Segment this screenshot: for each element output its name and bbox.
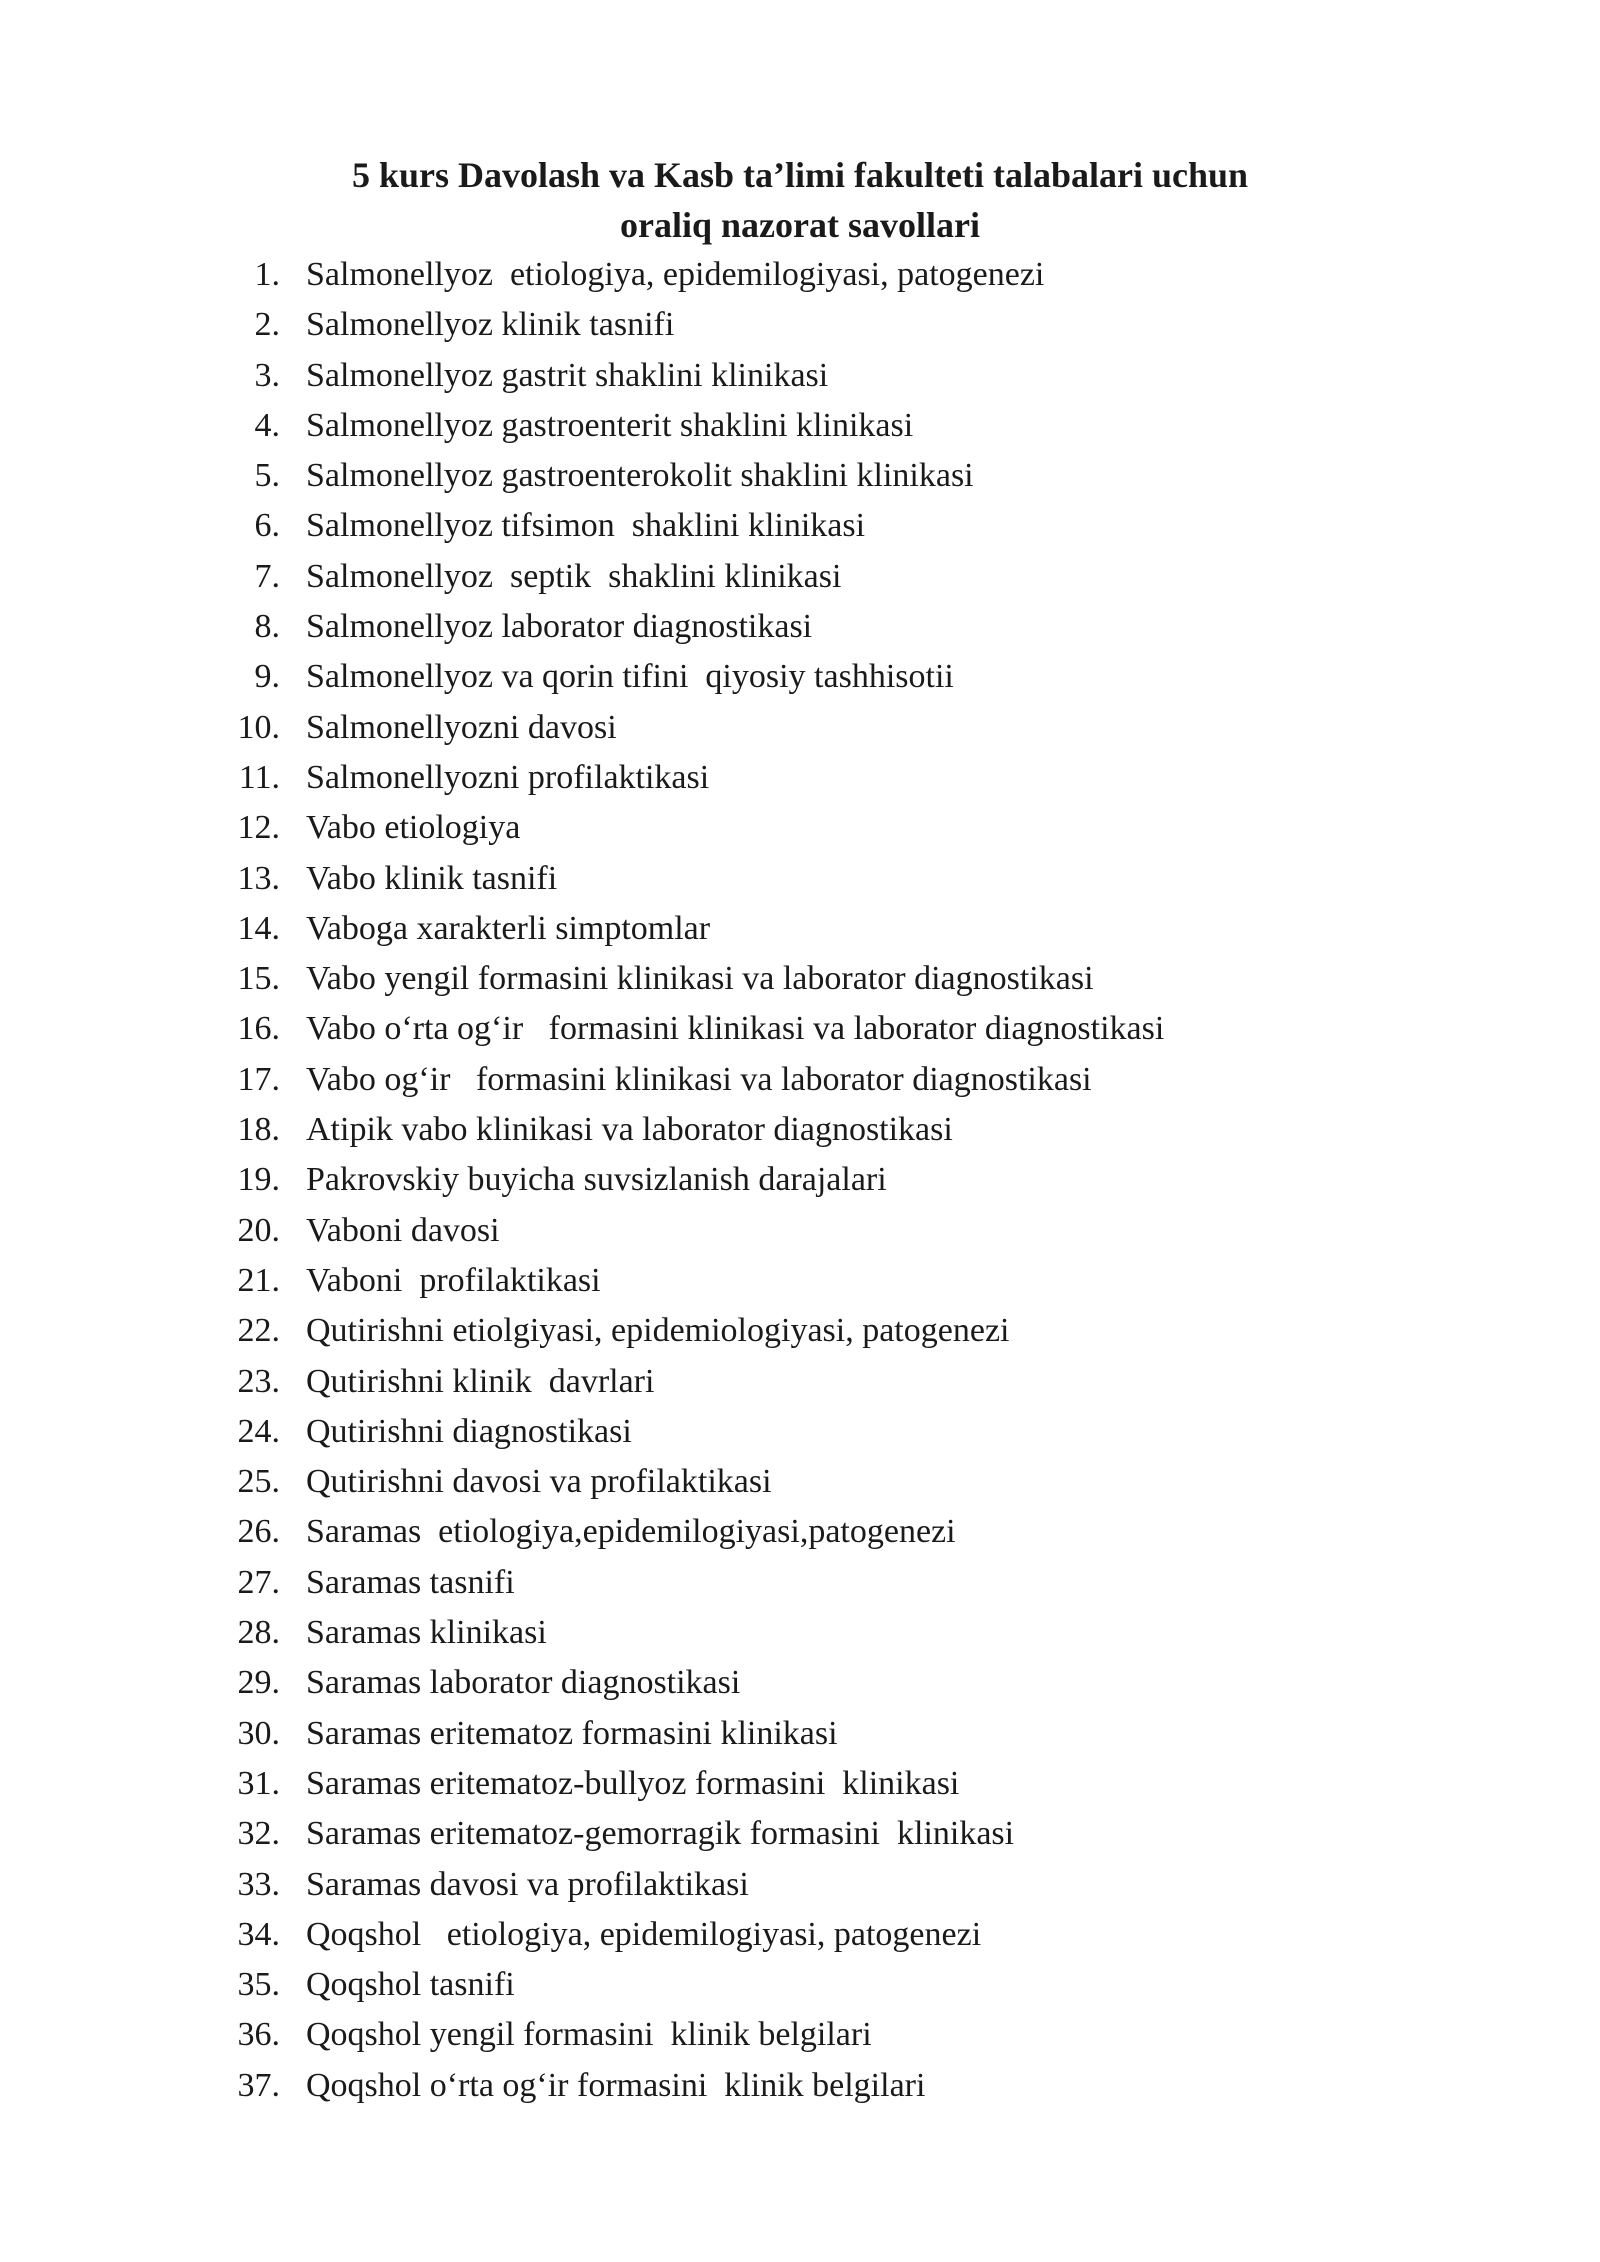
question-number: 24. xyxy=(237,1412,280,1450)
question-text: Vabo klinik tasnifi xyxy=(306,859,558,897)
question-text: Salmonellyoz klinik tasnifi xyxy=(306,306,675,344)
question-item xyxy=(0,1860,1600,1910)
question-item xyxy=(0,904,1600,954)
question-number: 36. xyxy=(237,2016,280,2054)
question-item xyxy=(0,1357,1600,1407)
question-number: 28. xyxy=(237,1614,280,1652)
title-line-2: oraliq nazorat savollari xyxy=(620,205,980,245)
question-item xyxy=(0,1910,1600,1960)
question-item xyxy=(0,451,1600,501)
question-item xyxy=(0,1709,1600,1759)
question-text: Salmonellyoz gastrit shaklini klinikasi xyxy=(306,356,829,394)
question-text: Saramas eritematoz-gemorragik formasini klinikasi xyxy=(306,1815,1015,1853)
question-number: 18. xyxy=(237,1111,280,1149)
question-text: Vaboni profilaktikasi xyxy=(306,1261,601,1299)
question-text: Qutirishni diagnostikasi xyxy=(306,1412,632,1450)
question-text: Vabo o‘rta og‘ir formasini klinikasi va laborator diagnostikasi xyxy=(306,1010,1165,1048)
question-text: Salmonellyoz tifsimon shaklini klinikasi xyxy=(306,507,866,545)
question-number: 22. xyxy=(237,1312,280,1350)
question-item xyxy=(0,1004,1600,1054)
question-text: Qoqshol o‘rta og‘ir formasini klinik belgilari xyxy=(306,2066,926,2104)
question-number: 27. xyxy=(237,1563,280,1601)
question-text: Saramas eritematoz-bullyoz formasini klinikasi xyxy=(306,1764,960,1802)
question-number: 21. xyxy=(237,1261,280,1299)
question-number: 4. xyxy=(254,406,280,444)
question-item xyxy=(0,552,1600,602)
question-number: 6. xyxy=(254,507,280,545)
question-number: 17. xyxy=(237,1060,280,1098)
question-item xyxy=(0,1608,1600,1658)
question-text: Saramas laborator diagnostikasi xyxy=(306,1664,741,1702)
question-item xyxy=(0,1658,1600,1708)
question-number: 12. xyxy=(237,809,280,847)
question-item xyxy=(0,300,1600,350)
document-title xyxy=(0,150,1600,250)
question-number: 23. xyxy=(237,1362,280,1400)
question-text: Qoqshol yengil formasini klinik belgilari xyxy=(306,2016,872,2054)
question-text: Salmonellyozni davosi xyxy=(306,708,617,746)
question-number: 29. xyxy=(237,1664,280,1702)
question-text: Salmonellyoz etiologiya, epidemilogiyasi, patogenezi xyxy=(306,256,1045,293)
question-number: 1. xyxy=(254,256,280,293)
question-text: Salmonellyoz gastroenterokolit shaklini klinikasi xyxy=(306,457,974,495)
question-number: 15. xyxy=(237,960,280,998)
question-item xyxy=(0,1809,1600,1859)
question-number: 13. xyxy=(237,859,280,897)
question-item xyxy=(0,1055,1600,1105)
question-item xyxy=(0,1558,1600,1608)
question-number: 34. xyxy=(237,1915,280,1953)
question-text: Salmonellyoz laborator diagnostikasi xyxy=(306,608,813,646)
title-line-1: 5 kurs Davolash va Kasb ta’limi fakulteti talabalari uchun xyxy=(351,155,1249,195)
question-item xyxy=(0,501,1600,551)
question-item xyxy=(0,1960,1600,2010)
question-item xyxy=(0,1306,1600,1356)
question-text: Salmonellyoz va qorin tifini qiyosiy tashhisotii xyxy=(306,658,954,696)
question-number: 9. xyxy=(254,658,280,696)
question-item xyxy=(0,753,1600,803)
question-number: 35. xyxy=(237,1966,280,2004)
question-text: Atipik vabo klinikasi va laborator diagnostikasi xyxy=(306,1111,953,1149)
question-item xyxy=(0,250,1600,300)
question-item xyxy=(0,1457,1600,1507)
question-number: 5. xyxy=(254,457,280,495)
question-item xyxy=(0,1759,1600,1809)
question-number: 8. xyxy=(254,608,280,646)
question-number: 14. xyxy=(237,909,280,947)
question-number: 31. xyxy=(237,1764,280,1802)
question-text: Saramas davosi va profilaktikasi xyxy=(306,1865,749,1903)
question-text: Saramas tasnifi xyxy=(306,1563,515,1601)
question-number: 32. xyxy=(237,1815,280,1853)
question-list xyxy=(0,250,1600,2111)
question-text: Vabo og‘ir formasini klinikasi va laborator diagnostikasi xyxy=(306,1060,1092,1098)
question-number: 25. xyxy=(237,1463,280,1501)
question-text: Saramas eritematoz formasini klinikasi xyxy=(306,1714,838,1752)
question-item xyxy=(0,1105,1600,1155)
question-text: Qutirishni etiolgiyasi, epidemiologiyasi, patogenezi xyxy=(306,1312,1010,1350)
question-item xyxy=(0,1155,1600,1205)
question-number: 10. xyxy=(237,708,280,746)
question-number: 37. xyxy=(237,2066,280,2104)
question-text: Salmonellyoz gastroenterit shaklini klinikasi xyxy=(306,406,914,444)
question-text: Saramas klinikasi xyxy=(306,1614,547,1652)
question-item xyxy=(0,703,1600,753)
question-text: Vabo etiologiya xyxy=(306,809,521,847)
question-number: 2. xyxy=(254,306,280,344)
question-item xyxy=(0,1407,1600,1457)
question-number: 26. xyxy=(237,1513,280,1551)
question-text: Qoqshol etiologiya, epidemilogiyasi, patogenezi xyxy=(306,1915,982,1953)
question-text: Vabo yengil formasini klinikasi va laborator diagnostikasi xyxy=(306,960,1094,998)
question-item xyxy=(0,401,1600,451)
question-text: Qutirishni klinik davrlari xyxy=(306,1362,655,1400)
question-item xyxy=(0,1507,1600,1557)
question-number: 3. xyxy=(254,356,280,394)
question-item xyxy=(0,854,1600,904)
question-item xyxy=(0,2010,1600,2060)
question-item xyxy=(0,1206,1600,1256)
question-text: Vaboni davosi xyxy=(306,1211,500,1249)
question-text: Saramas etiologiya,epidemilogiyasi,patogenezi xyxy=(306,1513,956,1551)
question-number: 19. xyxy=(237,1161,280,1199)
question-text: Qutirishni davosi va profilaktikasi xyxy=(306,1463,772,1501)
question-item xyxy=(0,1256,1600,1306)
question-item xyxy=(0,652,1600,702)
question-text: Salmonellyoz septik shaklini klinikasi xyxy=(306,557,842,595)
question-text: Qoqshol tasnifi xyxy=(306,1966,515,2004)
question-item xyxy=(0,954,1600,1004)
question-text: Salmonellyozni profilaktikasi xyxy=(306,758,710,796)
question-number: 16. xyxy=(237,1010,280,1048)
question-number: 7. xyxy=(254,557,280,595)
question-number: 20. xyxy=(237,1211,280,1249)
question-item xyxy=(0,2061,1600,2111)
question-text: Pakrovskiy buyicha suvsizlanish darajalari xyxy=(306,1161,887,1199)
question-number: 30. xyxy=(237,1714,280,1752)
question-number: 33. xyxy=(237,1865,280,1903)
question-text: Vaboga xarakterli simptomlar xyxy=(306,909,711,947)
question-item xyxy=(0,602,1600,652)
question-number: 11. xyxy=(238,758,280,796)
question-item xyxy=(0,351,1600,401)
question-item xyxy=(0,803,1600,853)
